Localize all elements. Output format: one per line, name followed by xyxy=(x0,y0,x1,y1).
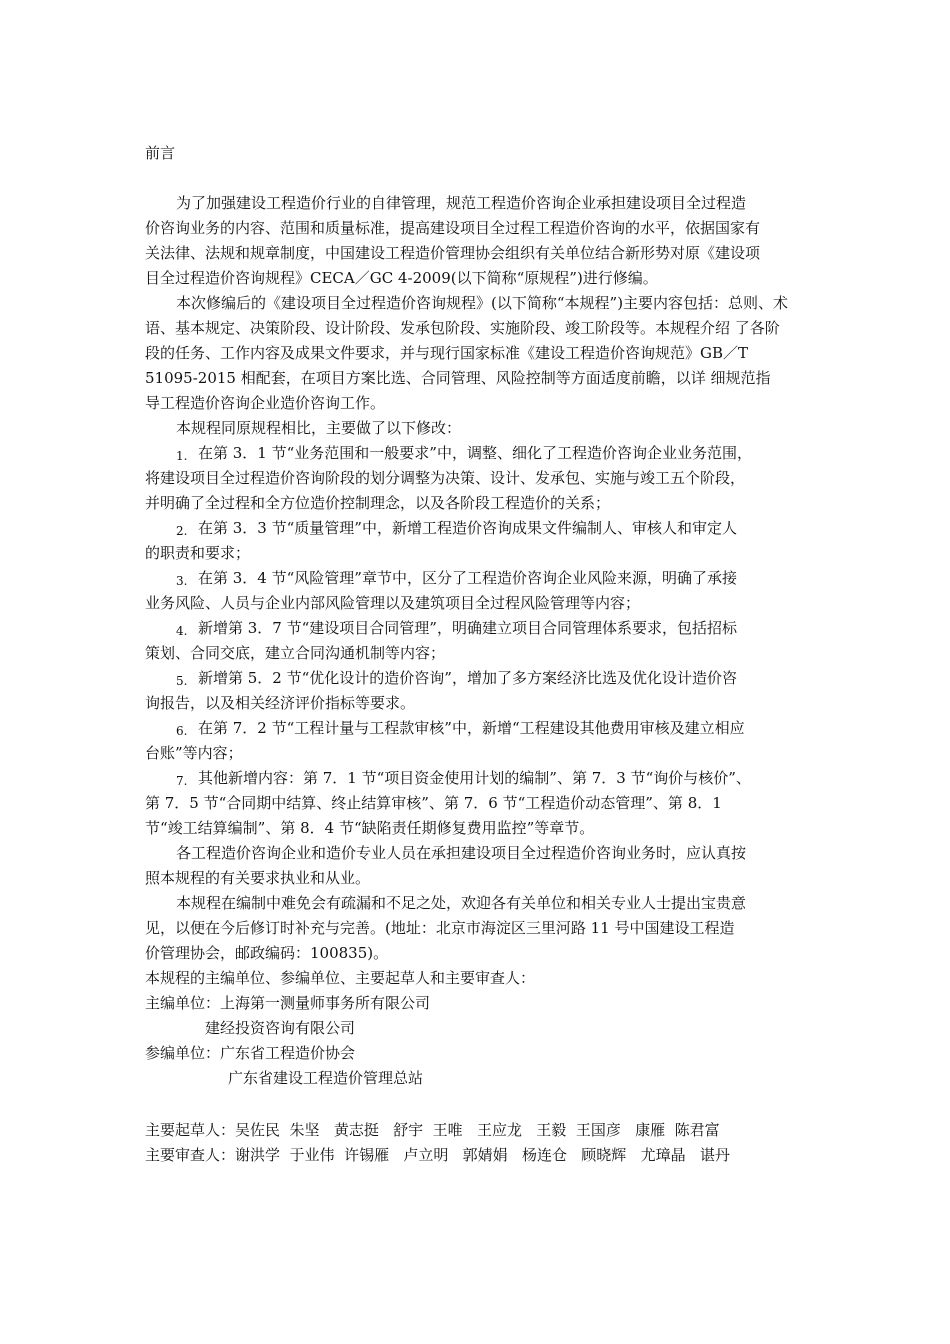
para1-line-3: 关法律、法规和规章制度，中国建设工程造价管理协会组织有关单位结合新形势对原《建设项 xyxy=(145,244,761,262)
list-item-text: 在第 3．1 节“业务范围和一般要求”中，调整、细化了工程造价咨询企业业务范围， xyxy=(198,444,752,462)
preface-heading: 前言 xyxy=(145,144,176,162)
list-item-1-cont: 并明确了全过程和全方位造价控制理念，以及各阶段工程造价的关系； xyxy=(145,494,611,512)
units-intro: 本规程的主编单位、参编单位、主要起草人和主要审查人： xyxy=(145,969,536,987)
list-item-6-cont: 台账”等内容； xyxy=(145,744,243,762)
para3-line: 本规程同原规程相比，主要做了以下修改： xyxy=(176,419,462,437)
para1-line-4: 目全过程造价咨询规程》CECA／GC 4-2009(以下简称“原规程”)进行修编。 xyxy=(145,269,658,287)
para2-line-5: 导工程造价咨询企业造价咨询工作。 xyxy=(145,394,386,412)
list-item-3-first xyxy=(176,569,737,590)
para1-line-1: 为了加强建设工程造价行业的自律管理，规范工程造价咨询企业承担建设项目全过程造 xyxy=(176,194,747,212)
list-item-1-cont: 将建设项目全过程造价咨询阶段的划分调整为决策、设计、发承包、实施与竣工五个阶段， xyxy=(145,469,746,487)
drafters-line: 主要起草人：吴佐民 朱坚 黄志挺 舒宇 王唯 王应龙 王毅 王国彦 康雁 陈君富 xyxy=(145,1121,720,1139)
list-item-2-cont: 的职责和要求； xyxy=(145,544,251,562)
list-item-5-first xyxy=(176,669,737,690)
list-item-7-cont: 第 7．5 节“合同期中结算、终止结算审核”、第 7．6 节“工程造价动态管理”、第 8．1 xyxy=(145,794,722,812)
list-item-3-cont: 业务风险、人员与企业内部风险管理以及建筑项目全过程风险管理等内容； xyxy=(145,594,641,612)
para5-line-1: 本规程在编制中难免会有疏漏和不足之处，欢迎各有关单位和相关专业人士提出宝贵意 xyxy=(176,894,747,912)
list-item-4-cont: 策划、合同交底，建立合同沟通机制等内容； xyxy=(145,644,446,662)
para2-line-2: 语、基本规定、决策阶段、设计阶段、发承包阶段、实施阶段、竣工阶段等。本规程介绍 了各阶 xyxy=(145,319,780,337)
participating-unit-2: 广东省建设工程造价管理总站 xyxy=(228,1069,424,1087)
list-item-number: 3. xyxy=(176,574,188,588)
list-item-text: 新增第 3．7 节“建设项目合同管理”，明确建立项目合同管理体系要求，包括招标 xyxy=(198,619,737,637)
list-item-7-first xyxy=(176,769,751,790)
para2-line-3: 段的任务、工作内容及成果文件要求，并与现行国家标准《建设工程造价咨询规范》GB／T xyxy=(145,344,749,362)
para5-line-2: 见，以便在今后修订时补充与完善。(地址：北京市海淀区三里河路 11 号中国建设工程造 xyxy=(145,919,735,937)
list-item-5-cont: 询报告，以及相关经济评价指标等要求。 xyxy=(145,694,416,712)
para5-line-3: 价管理协会，邮政编码：100835)。 xyxy=(145,944,389,962)
list-item-number: 7. xyxy=(176,774,188,788)
list-item-number: 6. xyxy=(176,724,188,738)
list-item-4-first xyxy=(176,619,737,640)
para1-line-2: 价咨询业务的内容、范围和质量标准，提高建设项目全过程工程造价咨询的水平，依据国家有 xyxy=(145,219,761,237)
list-item-6-first xyxy=(176,719,745,740)
list-item-text: 在第 7．2 节“工程计量与工程款审核”中，新增“工程建设其他费用审核及建立相应 xyxy=(198,719,745,737)
reviewers-line: 主要审查人：谢洪学 于业伟 许锡雁 卢立明 郭婧娟 杨连仓 顾晓辉 尤璋晶 谌丹 xyxy=(145,1146,730,1164)
chief-unit-1: 主编单位：上海第一测量师事务所有限公司 xyxy=(145,994,431,1012)
list-item-number: 1. xyxy=(176,449,188,463)
list-item-number: 2. xyxy=(176,524,188,538)
para2-line-4: 51095-2015 相配套，在项目方案比选、合同管理、风险控制等方面适度前瞻，以详 细规范指 xyxy=(145,369,771,387)
para4-line-1: 各工程造价咨询企业和造价专业人员在承担建设项目全过程造价咨询业务时，应认真按 xyxy=(176,844,747,862)
list-item-number: 4. xyxy=(176,624,188,638)
list-item-text: 在第 3．3 节“质量管理”中，新增工程造价咨询成果文件编制人、审核人和审定人 xyxy=(198,519,737,537)
list-item-number: 5. xyxy=(176,674,188,688)
para2-line-1: 本次修编后的《建设项目全过程造价咨询规程》(以下简称“本规程”)主要内容包括：总则、术 xyxy=(176,294,789,312)
para4-line-2: 照本规程的有关要求执业和从业。 xyxy=(145,869,371,887)
chief-unit-2: 建经投资咨询有限公司 xyxy=(205,1019,356,1037)
list-item-2-first xyxy=(176,519,737,540)
list-item-7-cont: 节“竣工结算编制”、第 8．4 节“缺陷责任期修复费用监控”等章节。 xyxy=(145,819,595,837)
participating-unit-1: 参编单位：广东省工程造价协会 xyxy=(145,1044,356,1062)
list-item-1-first xyxy=(176,444,752,465)
list-item-text: 在第 3．4 节“风险管理”章节中，区分了工程造价咨询企业风险来源，明确了承接 xyxy=(198,569,737,587)
list-item-text: 其他新增内容：第 7．1 节“项目资金使用计划的编制”、第 7．3 节“询价与核价”、 xyxy=(198,769,751,787)
list-item-text: 新增第 5．2 节“优化设计的造价咨询”，增加了多方案经济比选及优化设计造价咨 xyxy=(198,669,737,687)
